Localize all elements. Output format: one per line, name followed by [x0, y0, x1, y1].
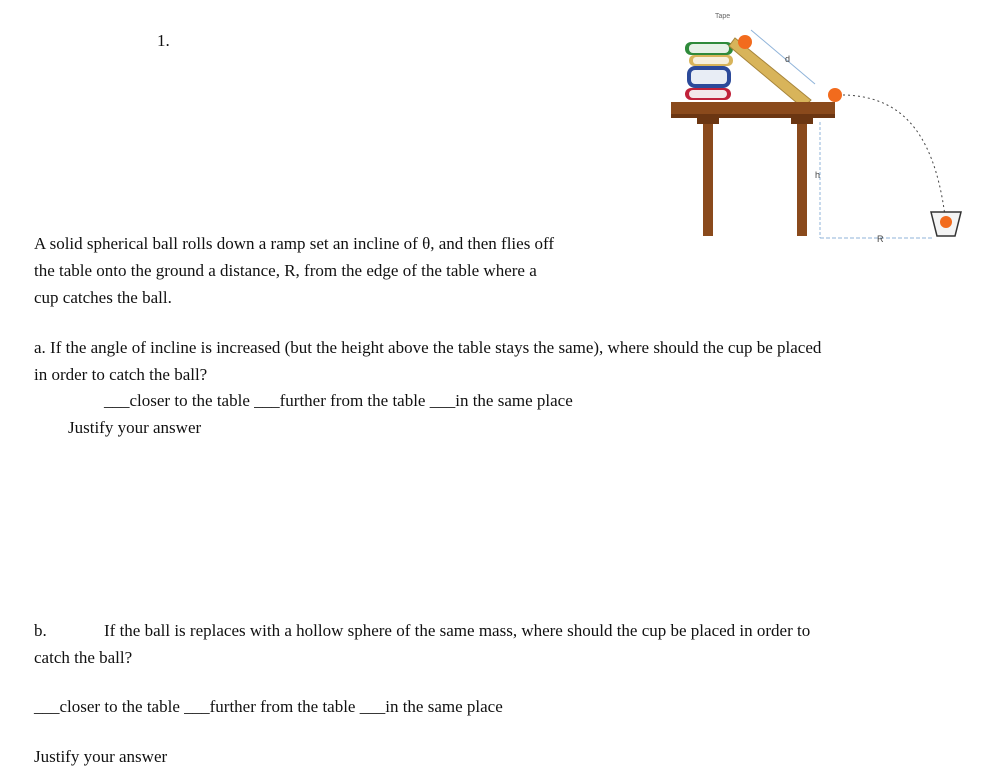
h-label: h: [815, 170, 821, 180]
d-label: d: [785, 54, 791, 64]
ball-edge: [828, 88, 842, 102]
table-leg-left: [703, 118, 713, 236]
ramp: [729, 38, 811, 108]
option-same: in the same place: [455, 391, 573, 410]
part-a-options: [104, 387, 573, 414]
option-further: further from the table: [279, 391, 426, 410]
part-a-line-2: in order to catch the ball?: [34, 365, 208, 384]
part-b-label: b.: [34, 621, 47, 640]
intro-line-3: cup catches the ball.: [34, 288, 172, 307]
part-b-line-1: If the ball is replaces with a hollow sphere of the same mass, where should the cup be placed in order to: [104, 621, 811, 640]
answer-blank[interactable]: ___: [184, 697, 210, 716]
option-further: further from the table: [209, 697, 356, 716]
option-closer: closer to the table: [129, 391, 250, 410]
question-number: 1.: [157, 31, 170, 50]
part-a-justify: Justify your answer: [68, 418, 202, 437]
answer-blank[interactable]: ___: [104, 391, 130, 410]
option-same: in the same place: [385, 697, 503, 716]
intro-line-2: the table onto the ground a distance, R, from the edge of the table where a: [34, 261, 537, 280]
intro-line-1: A solid spherical ball rolls down a ramp set an incline of θ, and then flies off: [34, 234, 555, 253]
ball-cup: [940, 216, 952, 228]
part-b-line-2: catch the ball?: [34, 648, 133, 667]
r-label: R: [877, 234, 884, 244]
tape-label: Tape: [715, 13, 731, 20]
answer-blank[interactable]: ___: [34, 697, 60, 716]
answer-blank[interactable]: ___: [254, 391, 280, 410]
part-b-justify: Justify your answer: [34, 747, 168, 766]
trajectory: [843, 95, 945, 216]
table-top: [671, 102, 835, 114]
answer-blank[interactable]: ___: [359, 697, 386, 716]
answer-blank[interactable]: ___: [429, 391, 456, 410]
option-closer: closer to the table: [59, 697, 180, 716]
table-leg-right: [797, 118, 807, 236]
part-b-options: [34, 693, 503, 720]
part-a-line-1: a. If the angle of incline is increased (but the height above the table stays the same), where should the cup be placed: [34, 338, 822, 357]
ball-top: [738, 35, 752, 49]
ramp-table-figure: [665, 4, 975, 244]
